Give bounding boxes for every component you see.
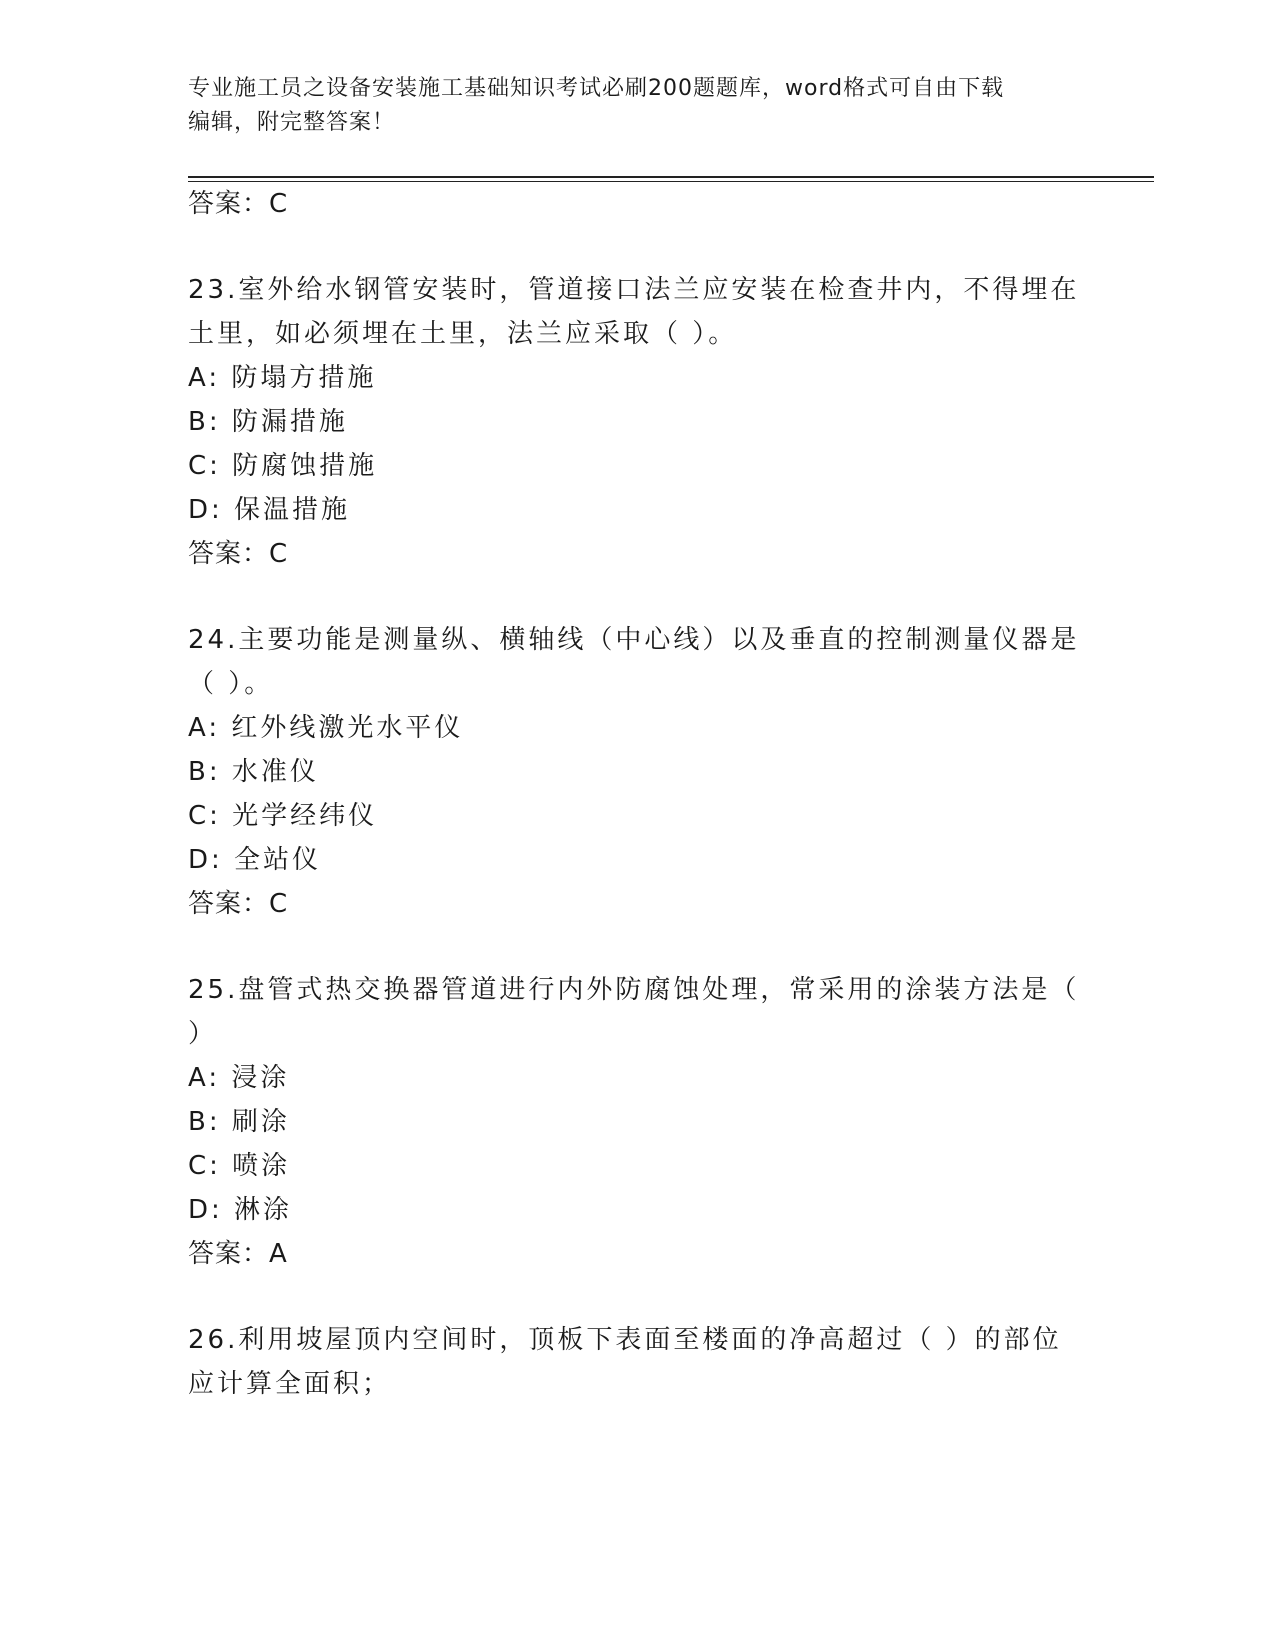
question-stem-line-2: 应计算全面积； [188,1369,392,1399]
header-rule-thick [188,176,1154,178]
answer-previous: 答案：C [188,189,289,219]
header-rule-thin [188,181,1154,182]
option-b: B: 水准仪 [188,757,319,787]
question-stem-line-1: 25.盘管式热交换器管道进行内外防腐蚀处理，常采用的涂装方法是（ [188,975,1080,1005]
answer: 答案：C [188,889,289,919]
option-c: C: 防腐蚀措施 [188,451,378,481]
question-stem-line-1: 24.主要功能是测量纵、横轴线（中心线）以及垂直的控制测量仪器是 [188,625,1080,655]
question-stem-line-1: 26.利用坡屋顶内空间时，顶板下表面至楼面的净高超过（ ）的部位 [188,1325,1062,1355]
option-d: D: 全站仪 [188,845,322,875]
option-c: C: 光学经纬仪 [188,801,378,831]
header-line-2: 编辑，附完整答案！ [188,110,396,135]
question-stem-line-2: （ ）。 [188,669,274,699]
option-d: D: 保温措施 [188,495,351,525]
document-header [188,72,1068,140]
option-d: D: 淋涂 [188,1195,293,1225]
answer: 答案：A [188,1239,288,1269]
answer: 答案：C [188,539,289,569]
question-stem-line-2: 土里，如必须埋在土里，法兰应采取（ ）。 [188,319,738,349]
option-a: A: 防塌方措施 [188,363,377,393]
header-line-1: 专业施工员之设备安装施工基础知识考试必刷200题题库，word格式可自由下载 [188,76,1005,101]
option-c: C: 喷涂 [188,1151,291,1181]
option-b: B: 刷涂 [188,1107,290,1137]
option-a: A: 红外线激光水平仪 [188,713,464,743]
question-stem-line-1: 23.室外给水钢管安装时，管道接口法兰应安装在检查井内，不得埋在 [188,275,1080,305]
option-a: A: 浸涂 [188,1063,290,1093]
option-b: B: 防漏措施 [188,407,348,437]
question-stem-line-2: ） [188,1019,218,1049]
